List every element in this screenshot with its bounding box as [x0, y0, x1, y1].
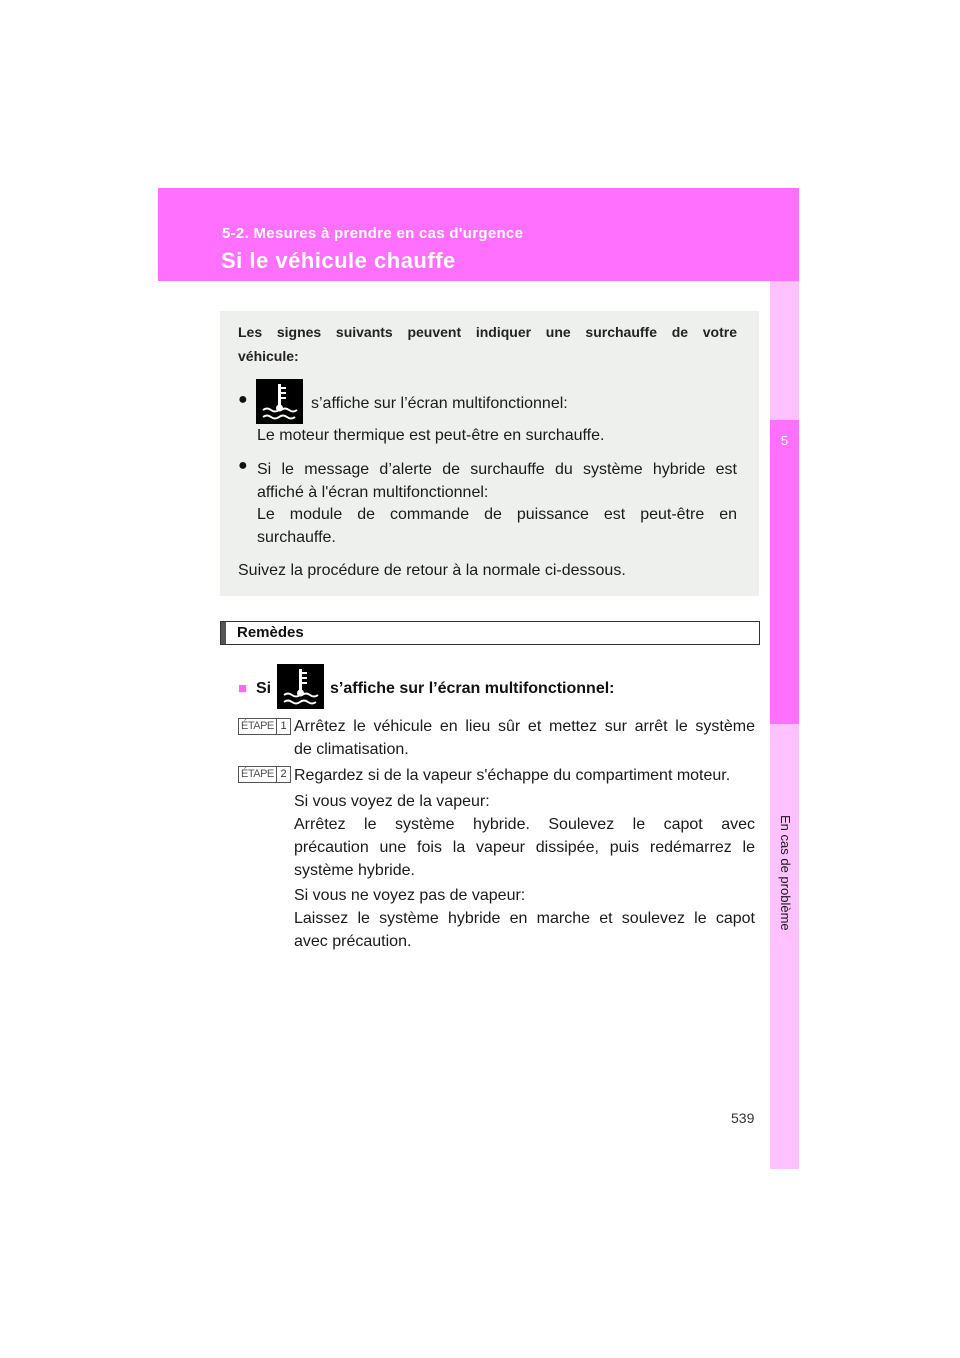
step-number: 1	[276, 719, 290, 734]
bullet1-line1: s’affiche sur l’écran multifonctionnel:	[311, 395, 568, 412]
page-number: 539	[731, 1110, 755, 1126]
bullet2-line3: Le module de commande de puissance est peut-être en	[257, 506, 737, 523]
coolant-temperature-warning-icon	[256, 379, 303, 424]
coolant-temperature-warning-icon	[277, 664, 324, 709]
intro-footer: Suivez la procédure de retour à la normale ci-dessous.	[238, 562, 626, 579]
step-word: ÉTAPE	[241, 720, 274, 732]
intro-lead-line1: Les signes suivants peuvent indiquer une surchauffe de votre	[238, 324, 737, 340]
step-badge-2	[238, 766, 291, 783]
chapter-title: En cas de problème	[778, 815, 793, 931]
step-badge-1	[238, 718, 291, 735]
square-bullet: ■	[238, 680, 248, 697]
chapter-number-block	[770, 420, 799, 724]
step1-line2: de climatisation.	[294, 741, 409, 758]
step2-case1-title: Si vous voyez de la vapeur:	[294, 793, 490, 810]
step2-line1: Regardez si de la vapeur s'échappe du compartiment moteur.	[294, 767, 731, 784]
step-number: 2	[276, 767, 290, 782]
bullet-dot: ●	[238, 391, 248, 408]
step2-case1-line1: Arrêtez le système hybride. Soulevez le capot avec	[294, 816, 755, 833]
bullet2-line4: surchauffe.	[257, 529, 336, 546]
bullet2-line1: Si le message d’alerte de surchauffe du système hybride est	[257, 461, 737, 478]
subheading-prefix: Si	[256, 680, 272, 697]
section-label: 5-2. Mesures à prendre en cas d'urgence	[222, 225, 524, 242]
step-word: ÉTAPE	[241, 768, 274, 780]
bullet2-line2: affiché à l'écran multifonctionnel:	[257, 484, 489, 501]
step2-case1-line2: précaution une fois la vapeur dissipée, puis redémarrez le	[294, 839, 755, 856]
chapter-number: 5	[780, 433, 789, 448]
step2-case2-title: Si vous ne voyez pas de vapeur:	[294, 887, 526, 904]
remedies-heading: Remèdes	[237, 624, 304, 641]
remedies-heading-bar	[220, 621, 760, 645]
chapter-header	[158, 188, 799, 281]
step2-case2-line2: avec précaution.	[294, 933, 412, 950]
heading-accent	[221, 622, 226, 644]
step1-line1: Arrêtez le véhicule en lieu sûr et mettez sur arrêt le système	[294, 718, 755, 735]
bullet1-line2: Le moteur thermique est peut-être en surchauffe.	[257, 427, 605, 444]
chapter-side-tab	[770, 281, 799, 1169]
intro-lead-line2: véhicule:	[238, 348, 299, 364]
bullet-dot: ●	[238, 457, 248, 474]
step2-case1-line3: système hybride.	[294, 862, 415, 879]
page-title: Si le véhicule chauffe	[221, 248, 456, 273]
intro-box	[220, 311, 759, 596]
subheading-suffix: s’affiche sur l’écran multifonctionnel:	[330, 680, 615, 697]
step2-case2-line1: Laissez le système hybride en marche et soulevez le capot	[294, 910, 755, 927]
